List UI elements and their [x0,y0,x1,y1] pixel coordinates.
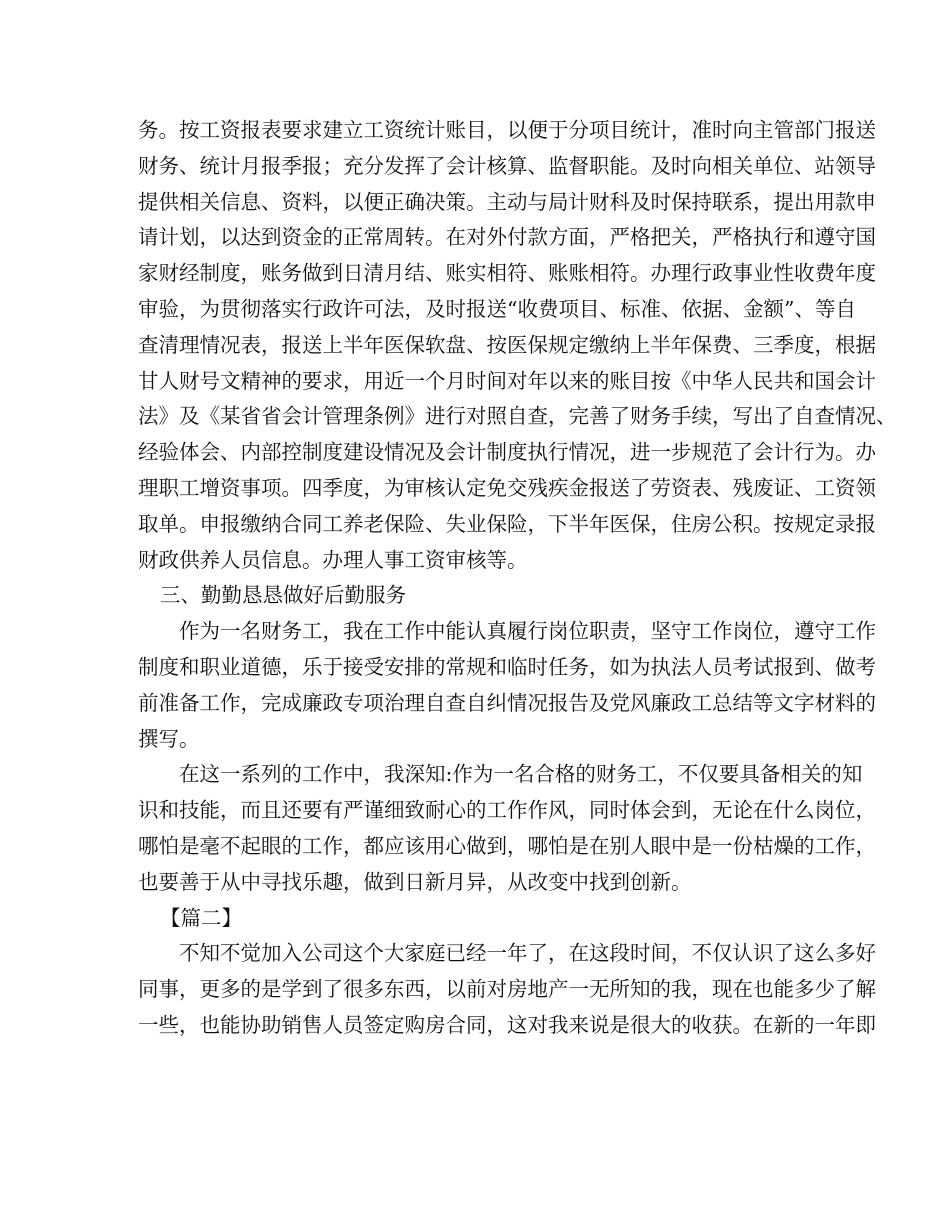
heading-text: 【篇二】 [160,905,242,930]
text-line: 财政供养人员信息。办理人事工资审核等。 [138,547,528,572]
text-line: 财务、统计月报季报；充分发挥了会计核算、监督职能。及时向相关单位、站领导 [138,153,876,178]
text-line: 前准备工作，完成廉政专项治理自查自纠情况报告及党风廉政工总结等文字材料的 [138,690,876,715]
text-line: 撰写。 [138,726,200,751]
text-line: 甘人财号文精神的要求，用近一个月时间对年以来的账目按《中华人民共和国会计 [138,368,876,393]
paragraph-job-duties [138,614,876,757]
text-line: 在这一系列的工作中，我深知:作为一名合格的财务工，不仅要具备相关的知 [179,762,863,787]
text-line: 不知不觉加入公司这个大家庭已经一年了，在这段时间，不仅认识了这么多好 [179,941,876,966]
paragraph-reflection [138,757,876,900]
text-line: 家财经制度，账务做到日清月结、账实相符、账账相符。办理行政事业性收费年度 [138,261,876,286]
text-line: 查清理情况表，报送上半年医保软盘、按医保规定缴纳上半年保费、三季度，根据 [138,332,876,357]
text-line: 审验，为贯彻落实行政许可法，及时报送“收费项目、标准、依据、金额”、等自 [138,296,856,321]
text-line: 同事，更多的是学到了很多东西，以前对房地产一无所知的我，现在也能多少了解 [138,977,876,1002]
document-body [138,113,897,1044]
text-line: 请计划，以达到资金的正常周转。在对外付款方面，严格把关，严格执行和遵守国 [138,225,876,250]
text-line: 一些，也能协助销售人员签定购房合同，这对我来说是很大的收获。在新的一年即 [138,1012,876,1037]
text-line: 哪怕是毫不起眼的工作，都应该用心做到，哪怕是在别人眼中是一份枯燥的工作， [138,833,876,858]
section-heading-part-two [138,901,820,937]
text-line: 制度和职业道德，乐于接受安排的常规和临时任务，如为执法人员考试报到、做考 [138,654,876,679]
text-line: 取单。申报缴纳合同工养老保险、失业保险，下半年医保，住房公积。按规定录报 [138,511,876,536]
section-heading-logistics [138,578,820,614]
text-line: 务。按工资报表要求建立工资统计账目，以便于分项目统计，准时向主管部门报送 [138,118,876,142]
text-line: 经验体会、内部控制度建设情况及会计制度执行情况，进一步规范了会计行为。办 [138,440,876,465]
text-line: 识和技能，而且还要有严谨细致耐心的工作作风，同时体会到，无论在什么岗位， [138,798,876,823]
heading-text: 三、勤勤恳恳做好后勤服务 [160,583,406,608]
text-line: 提供相关信息、资料，以便正确决策。主动与局计财科及时保持联系，提出用款申 [138,189,876,214]
text-line: 作为一名财务工，我在工作中能认真履行岗位职责，坚守工作岗位，遵守工作 [179,619,876,644]
text-line: 法》及《某省省会计管理条例》进行对照自查，完善了财务手续，写出了自查情况、 [138,404,897,429]
paragraph-finance-duties [138,113,897,578]
text-line: 也要善于从中寻找乐趣，做到日新月异，从改变中找到创新。 [138,869,692,894]
paragraph-company-year [138,936,876,1043]
text-line: 理职工增资事项。四季度，为审核认定免交残疾金报送了劳资表、残废证、工资领 [138,475,876,500]
